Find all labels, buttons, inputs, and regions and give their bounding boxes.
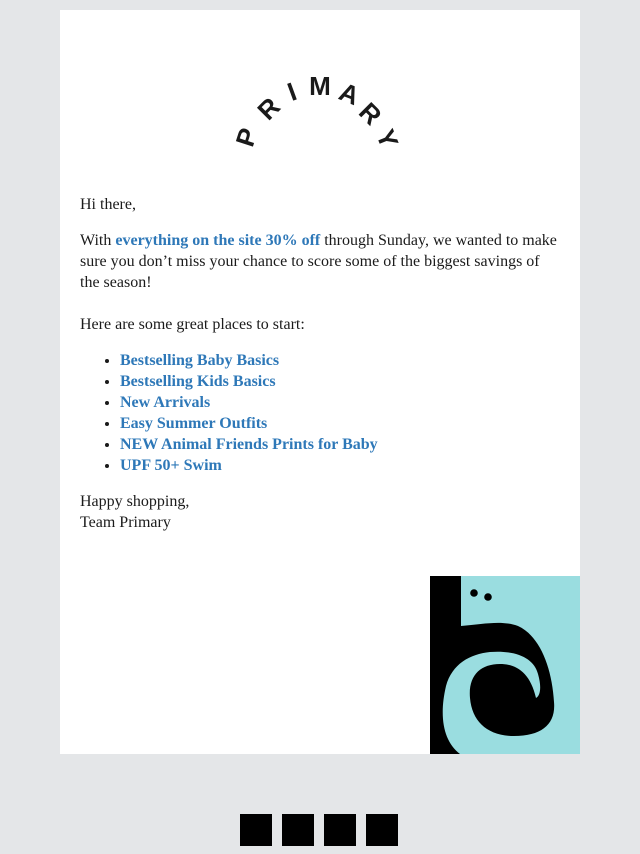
social-icon-1[interactable] (240, 814, 272, 846)
social-links (240, 814, 398, 846)
social-icon-4[interactable] (366, 814, 398, 846)
lead-text: Here are some great places to start: (80, 316, 305, 333)
link-list (80, 350, 560, 476)
social-icon-3[interactable] (324, 814, 356, 846)
email-card (60, 10, 580, 754)
link-summer-outfits[interactable]: Easy Summer Outfits (120, 415, 268, 432)
list-item (120, 413, 560, 434)
link-swim[interactable]: UPF 50+ Swim (120, 457, 222, 474)
intro-paragraph (80, 230, 560, 293)
intro-prefix: With (80, 232, 116, 249)
logo-letter-r: R (251, 91, 286, 126)
social-icon-2[interactable] (282, 814, 314, 846)
logo-letter-m: M (309, 71, 331, 101)
email-body (80, 194, 560, 533)
list-item (120, 455, 560, 476)
primary-logo[interactable] (229, 60, 405, 160)
intro-suffix: through Sunday, we wanted to make sure you don’t miss your chance to score some of the biggest savings of the season! (80, 232, 557, 291)
signoff-line-1: Happy shopping, (80, 493, 190, 510)
logo-letter-a: A (335, 76, 364, 112)
link-animal-prints[interactable]: NEW Animal Friends Prints for Baby (120, 436, 378, 453)
list-item (120, 392, 560, 413)
sale-link[interactable]: everything on the site 30% off (115, 232, 321, 249)
link-baby-basics[interactable]: Bestselling Baby Basics (120, 352, 280, 369)
logo-letter-p: P (229, 124, 264, 151)
logo-letter-r2: R (353, 96, 388, 131)
list-item (120, 371, 560, 392)
whale-illustration (430, 576, 580, 754)
link-new-arrivals[interactable]: New Arrivals (120, 394, 211, 411)
signoff-line-2: Team Primary (80, 514, 171, 531)
greeting: Hi there, (80, 196, 136, 213)
logo-letter-y: Y (370, 124, 405, 153)
list-item (120, 434, 560, 455)
link-kids-basics[interactable]: Bestselling Kids Basics (120, 373, 276, 390)
logo-letter-i: I (283, 76, 301, 107)
list-item (120, 350, 560, 371)
